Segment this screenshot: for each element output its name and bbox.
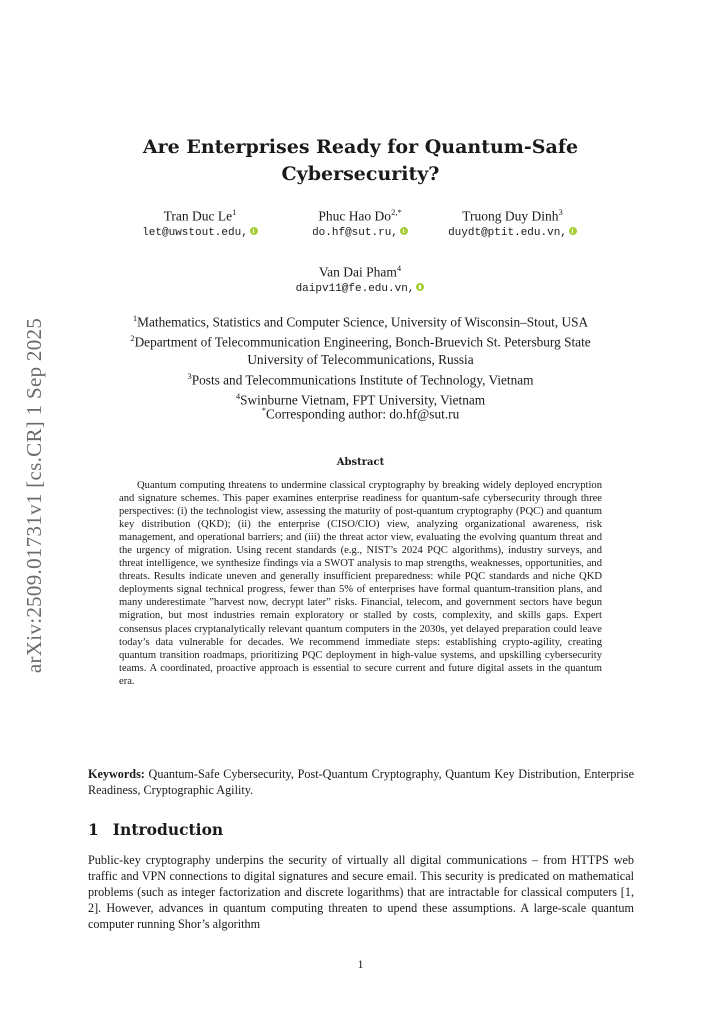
author-sup: 2,* [391, 207, 402, 217]
author-2 [290, 204, 430, 241]
author-sup: 3 [558, 207, 563, 217]
author-name: Tran Duc Le [163, 208, 233, 224]
paper-title: Are Enterprises Ready for Quantum-Safe Cybersecurity? [142, 136, 579, 185]
affiliation-text: Swinburne Vietnam, FPT University, Vietnam [240, 392, 486, 408]
affiliation-sup: 1 [132, 313, 138, 323]
author-name: Truong Duy Dinh [462, 208, 559, 224]
affiliation-line [90, 330, 631, 350]
affiliation-text: University of Telecommunications, Russia [247, 351, 474, 367]
keywords-label: Keywords: [88, 767, 145, 781]
author-email[interactable]: do.hf@sut.ru, [312, 226, 398, 239]
affiliation-line [90, 310, 631, 330]
author-1 [130, 204, 270, 241]
corresponding-sup: * [261, 405, 267, 415]
keywords [88, 766, 634, 798]
abstract-heading: Abstract [336, 457, 385, 468]
abstract-body: Quantum computing threatens to undermine classical cryptography by breaking widely deployed encryption and signature schemes. This paper examines enterprise readiness for quantum-safe cybersecurity through three perspectives: (i) the technologist view, assessing the maturity of post-quantum cryptography (PQC) and quantum key distribution (QKD); (ii) the enterprise (CISO/CIO) view, analyzing organizational awareness, risk management, and operational barriers; and (iii) the threat actor view, evaluating the evolving quantum threat and the urgency of migration. Using recent standards (e.g., NIST’s 2024 PQC algorithms), industry surveys, and threat intelligence, we synthesize findings via a SWOT analysis to map strengths, weaknesses, opportunities, and threats. Results indicate uneven and generally insufficient preparedness: while PQC standards and niche QKD deployments signal technical progress, fewer than 5% of enterprises have formal quantum-transition plans, and many underestimate ”harvest now, decrypt later” risks. Financial, telecom, and government sectors have begun migration, but most industries remain exploratory or stalled by costs, complexity, and skills gaps. Expert consensus places cryptanalytically relevant quantum computers in the 2030s, yet delayed preparation could leave today’s data vulnerable for decades. We recommend immediate steps: establishing crypto-agility, creating quantum transition roadmaps, prioritizing PQC deployment in high-value systems, and upskilling cybersecurity teams. A coordinated, proactive approach is essential to secure current and future digital assets in the quantum era. [119, 480, 602, 687]
arxiv-id-text: arXiv:2509.01731v1 [cs.CR] 1 Sep 2025 [22, 317, 47, 673]
author-3 [435, 204, 590, 241]
intro-paragraph: Public-key cryptography underpins the security of virtually all digital communications – from HTTPS web traffic and VPN connections to digital signatures and secure email. This security is predicated on mathematical problems (such as integer factorization and discrete logarithms) that are intractable for classical computers [1, 2]. However, advances in quantum computing threaten to upend these assumptions. A large-scale quantum computer running Shor’s algorithm [88, 853, 634, 932]
section-title: Introduction [112, 820, 224, 839]
affiliation-text: Posts and Telecommunications Institute of Technology, Vietnam [191, 372, 534, 388]
author-4 [290, 260, 430, 297]
orcid-icon[interactable] [416, 283, 424, 291]
affiliation-sup: 2 [130, 333, 135, 344]
arxiv-side-identifier [20, 305, 50, 685]
author-sup: 4 [396, 263, 402, 273]
author-name: Phuc Hao Do [318, 208, 392, 224]
affiliation-sup: 3 [187, 370, 192, 381]
corresponding-author [100, 405, 621, 422]
author-email[interactable]: duydt@ptit.edu.vn, [448, 226, 567, 239]
orcid-icon[interactable] [569, 227, 577, 235]
affiliation-text: Mathematics, Statistics and Computer Science, University of Wisconsin–Stout, USA [137, 314, 589, 330]
section-heading [88, 820, 223, 839]
affiliation-text: Department of Telecommunication Engineering, Bonch-Bruevich St. Petersburg State [134, 334, 591, 350]
author-email[interactable]: daipv11@fe.edu.vn, [295, 282, 415, 295]
corresponding-text: Corresponding author: do.hf@sut.ru [266, 406, 460, 422]
affiliation-line [90, 368, 631, 388]
affiliation-sup: 4 [235, 391, 241, 402]
section-number: 1 [88, 820, 99, 839]
authors [100, 204, 621, 295]
page-number: 1 [357, 957, 364, 971]
author-email[interactable]: let@uwstout.edu, [142, 226, 248, 239]
author-name: Van Dai Pham [318, 264, 397, 280]
keywords-text: Quantum-Safe Cybersecurity, Post-Quantum Cryptography, Quantum Key Distribution, Enterprise Readiness, Cryptographic Agility. [88, 767, 634, 797]
orcid-icon[interactable] [400, 227, 408, 235]
orcid-icon[interactable] [250, 227, 258, 235]
affiliation-line [90, 351, 631, 368]
author-sup: 1 [232, 207, 237, 217]
affiliations [90, 310, 631, 409]
